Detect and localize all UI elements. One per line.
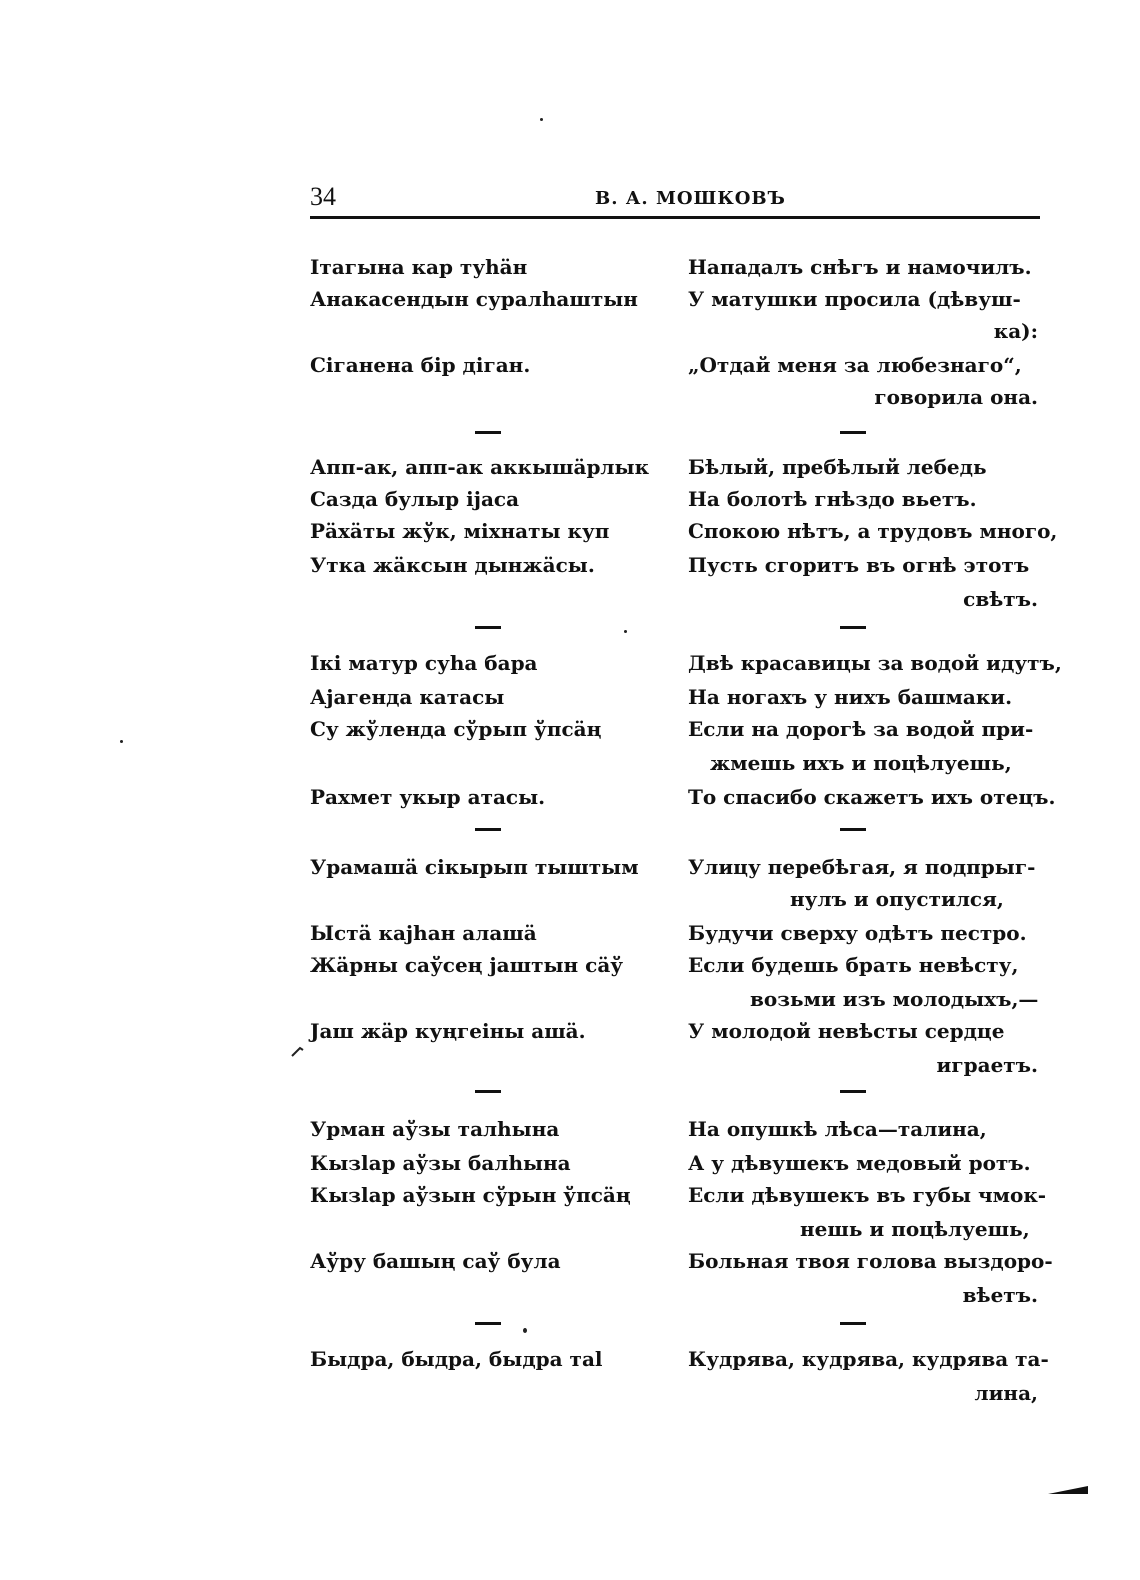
scan-speck: [523, 1328, 527, 1333]
tatar-line: Аўру башың саў була: [310, 1249, 561, 1273]
russian-line: Кудрява, кудрява, кудрява та-: [688, 1347, 1049, 1371]
tatar-line: Сазда булыр іjаса: [310, 487, 520, 511]
russian-line: А у дѣвушекъ медовый ротъ.: [688, 1151, 1031, 1175]
russian-line: „Отдай меня за любезнаго“,: [688, 353, 1022, 377]
russian-line: На опушкѣ лѣса—талина,: [688, 1117, 987, 1141]
tatar-line: Апп-ак, апп-ак аккышäрлык: [310, 455, 650, 479]
russian-line: играетъ.: [936, 1053, 1038, 1077]
tatar-line: Ітагына кар туһäн: [310, 255, 528, 279]
russian-line: У молодой невѣсты сердце: [688, 1019, 1005, 1043]
russian-line: Будучи сверху одѣтъ пестро.: [688, 921, 1027, 945]
russian-line: жмешь ихъ и поцѣлуешь,: [710, 751, 1012, 775]
russian-line: То спасибо скажетъ ихъ отецъ.: [688, 785, 1056, 809]
russian-line: Улицу перебѣгая, я подпрыг-: [688, 855, 1036, 879]
running-head: В. А. МОШКОВЪ: [595, 188, 786, 209]
russian-line: Спокою нѣтъ, а трудовъ много,: [688, 519, 1058, 543]
russian-line: Двѣ красавицы за водой идутъ,: [688, 651, 1062, 675]
russian-line: Если на дорогѣ за водой при-: [688, 717, 1034, 741]
russian-line: лина,: [974, 1381, 1038, 1405]
page-number: 34: [310, 182, 336, 211]
tatar-line: Утка жäксын дынжäсы.: [310, 553, 595, 577]
tatar-line: Урман аўзы талһына: [310, 1117, 560, 1141]
tatar-line: Быдра, быдра, быдра таl: [310, 1347, 603, 1371]
russian-line: вѣетъ.: [962, 1283, 1038, 1307]
page-header: [310, 182, 1040, 216]
russian-line: На ногахъ у нихъ башмаки.: [688, 685, 1013, 709]
stanza-divider: [840, 1090, 866, 1093]
stanza-divider: [840, 626, 866, 629]
tatar-line: Jаш жäр куңгеіны ашä.: [310, 1019, 586, 1043]
russian-line: нулъ и опустился,: [790, 887, 1004, 911]
tatar-line: Рахмет укыр атасы.: [310, 785, 546, 809]
russian-line: На болотѣ гнѣздо вьетъ.: [688, 487, 977, 511]
scan-speck: [624, 630, 627, 633]
russian-line: говорила она.: [874, 385, 1038, 409]
russian-line: Пусть сгоритъ въ огнѣ этотъ: [688, 553, 1030, 577]
russian-line: Бѣлый, пребѣлый лебедь: [688, 455, 987, 479]
stanza-divider: [840, 828, 866, 831]
tatar-line: Урамашä сікырып тыштым: [310, 855, 639, 879]
stanza-divider: [475, 1090, 501, 1093]
tatar-line: Сіганена бір діган.: [310, 353, 531, 377]
russian-line: ка):: [993, 319, 1038, 343]
tatar-line: Кызlар аўзын сўрын ўпсäң: [310, 1183, 631, 1207]
header-rule: [310, 216, 1040, 219]
tatar-line: Кызlар аўзы балһына: [310, 1151, 571, 1175]
russian-line: Если будешь брать невѣсту,: [688, 953, 1019, 977]
stanza-divider: [840, 431, 866, 434]
russian-line: У матушки просила (дѣвуш-: [688, 287, 1021, 311]
russian-line: Если дѣвушекъ въ губы чмок-: [688, 1183, 1047, 1207]
russian-line: нешь и поцѣлуешь,: [800, 1217, 1030, 1241]
tatar-line: Аjагенда катасы: [310, 685, 505, 709]
russian-line: Нападалъ снѣгъ и намочилъ.: [688, 255, 1032, 279]
tatar-line: Ікі матур суһа бара: [310, 651, 538, 675]
scan-mark: [1048, 1480, 1088, 1496]
scan-speck: [540, 118, 543, 121]
russian-line: возьми изъ молодыхъ,—: [750, 987, 1039, 1011]
russian-line: Больная твоя голова выздоро-: [688, 1249, 1053, 1273]
russian-line: свѣтъ.: [963, 587, 1038, 611]
stanza-divider: [475, 828, 501, 831]
stanza-divider: [840, 1322, 866, 1325]
tatar-line: Жäрны саўсең jаштын сäў: [310, 953, 624, 977]
tatar-line: Анакасендын суралһаштын: [310, 287, 638, 311]
scan-speck: [120, 740, 123, 743]
stanza-divider: [475, 626, 501, 629]
stanza-divider: [475, 1322, 501, 1325]
tatar-line: Су жўленда сўрып ўпсäң: [310, 717, 602, 741]
pencil-mark: [290, 1040, 310, 1060]
stanza-divider: [475, 431, 501, 434]
tatar-line: Рäхäты жўк, міхнаты куп: [310, 519, 610, 543]
tatar-line: Ыстä каjһан алашä: [310, 921, 537, 945]
